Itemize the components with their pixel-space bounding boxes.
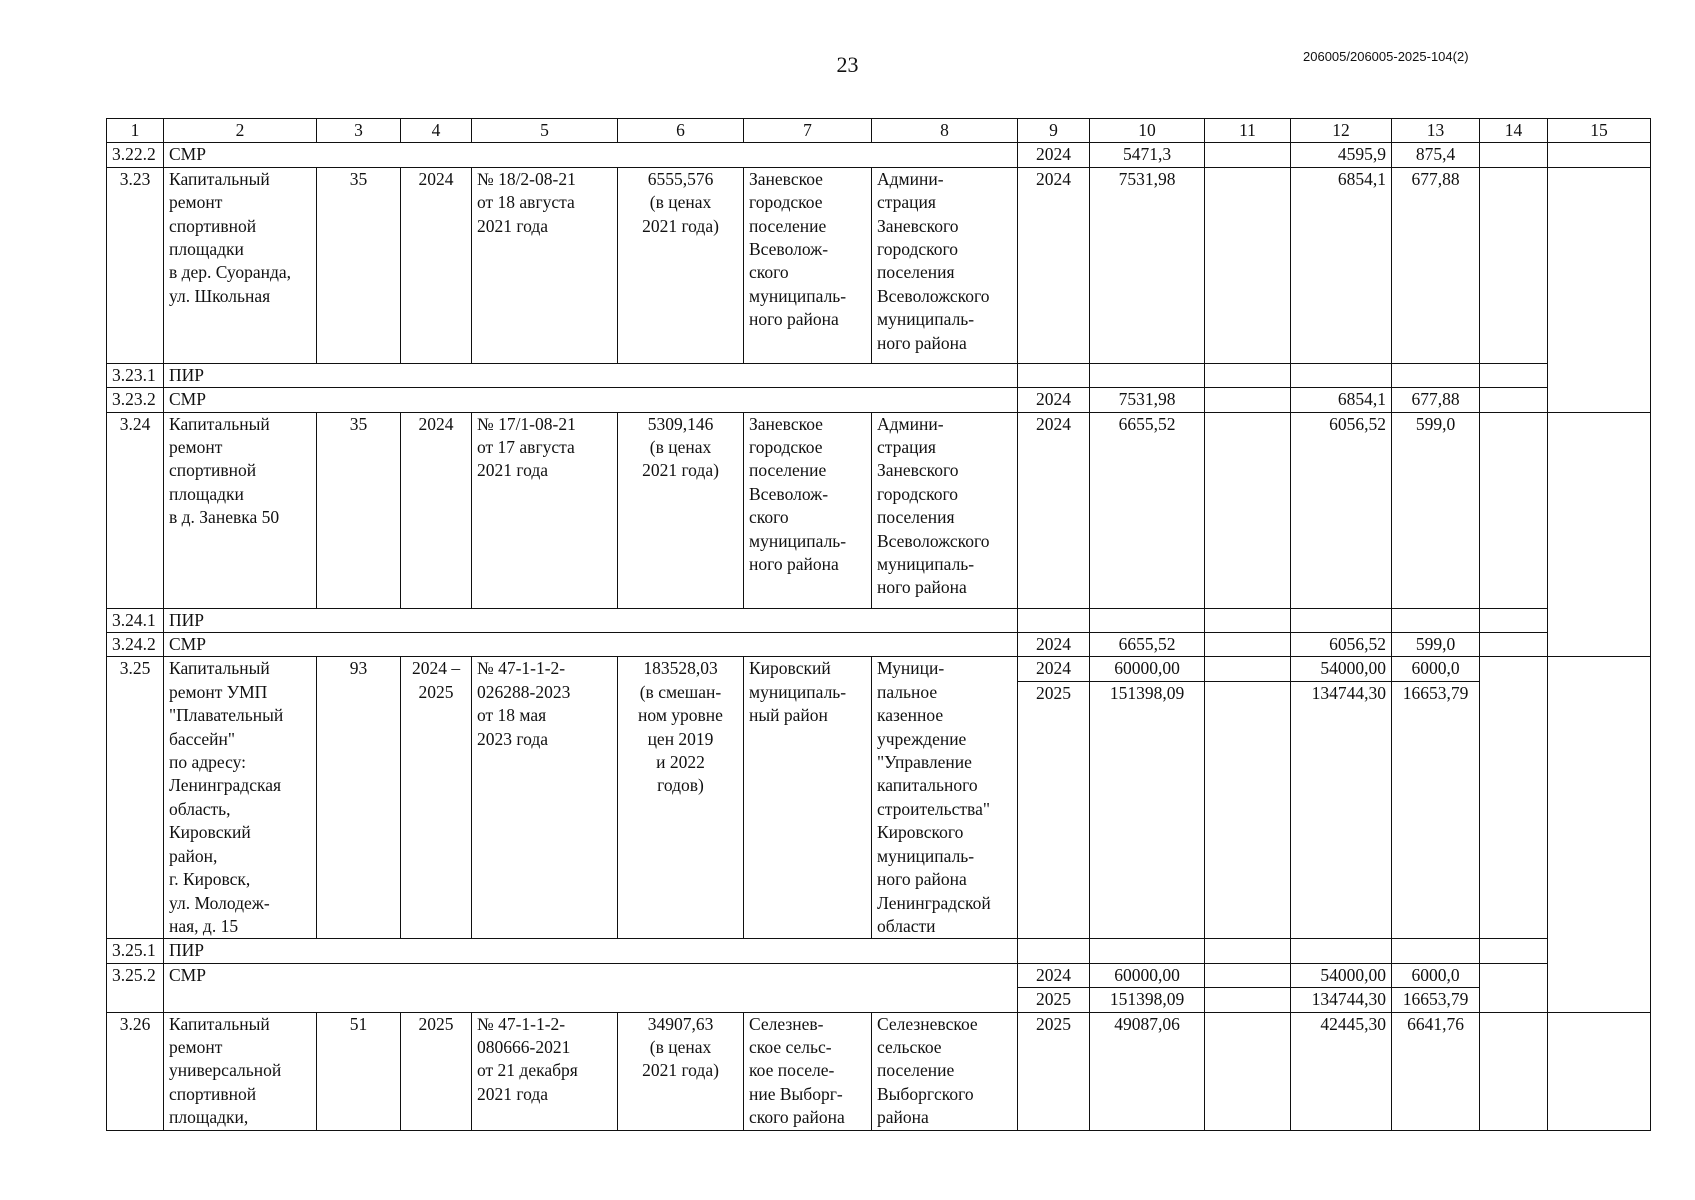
year-cell [1018,363,1090,387]
row-code: 3.25 [107,657,164,939]
row-label: СМР [164,388,1018,412]
expertise-cell: № 47-1-1-2- 080666-2021 от 21 декабря 2021 года [477,1013,578,1104]
municipality-cell: Заневское городское поселение Всеволож- ского муниципаль- ного района [749,413,847,575]
row-code: 3.25.2 [107,963,164,1012]
amount-col14 [1480,1012,1548,1130]
customer-cell: Админи- страция Заневского городского поселения Всеволожского муниципаль- ного района [877,413,990,598]
row-code: 3.26 [107,1012,164,1130]
amount-col11 [1205,608,1291,632]
amount-total: 5471,3 [1090,143,1205,167]
table-row-3-23-2 [107,388,1651,412]
amount-total: 7531,98 [1090,167,1205,363]
row-code: 3.22.2 [107,143,164,167]
period-cell: 2024 – 2025 [411,658,461,702]
amount-col12 [1291,363,1392,387]
expertise-cell: № 17/1-08-21 от 17 августа 2021 года [477,413,576,481]
amount-col15 [1548,167,1651,412]
amount-col14 [1480,363,1548,387]
year-cell: 2024 [1018,167,1090,363]
amount-col12 [1291,939,1392,963]
table-row-3-25-2 [107,963,1651,987]
row-label: ПИР [164,363,1018,387]
column-header: 12 [1291,119,1392,143]
amount-total [1090,608,1205,632]
table-row-3-24-2 [107,633,1651,657]
amount-col11 [1205,939,1291,963]
amount-col15 [1548,1012,1651,1130]
period-cell: 2024 [401,167,472,363]
customer-cell: Админи- страция Заневского городского поселения Всеволожского муниципаль- ного района [877,168,990,353]
year-cell: 2024 [1018,412,1090,608]
object-name: Капитальный ремонт спортивной площадки в дер. Суоранда, ул. Школьная [169,168,292,306]
amount-total: 7531,98 [1090,388,1205,412]
amount-col13: 6000,0 [1392,963,1480,987]
amount-total: 6655,52 [1090,412,1205,608]
row-code: 3.24 [107,412,164,608]
row-code: 3.23 [107,167,164,363]
amount-col14 [1480,167,1548,363]
column-header: 6 [618,119,744,143]
column-header: 2 [164,119,317,143]
table-row-3-25 [107,657,1651,682]
row-code: 3.23.1 [107,363,164,387]
program-table [106,118,1651,1131]
amount-col11 [1205,657,1291,682]
table-row-3-24-1 [107,608,1651,632]
amount-col13: 599,0 [1392,633,1480,657]
year-cell: 2024 [1018,143,1090,167]
column-header: 7 [744,119,872,143]
expertise-cell: № 18/2-08-21 от 18 августа 2021 года [477,168,576,236]
amount-col11 [1205,167,1291,363]
amount-col12: 134744,30 [1291,681,1392,938]
amount-col13: 599,0 [1392,412,1480,608]
amount-col13: 16653,79 [1392,988,1480,1012]
table-row-3-26 [107,1012,1651,1130]
year-cell: 2024 [1018,633,1090,657]
capacity-cell: 51 [317,1012,401,1130]
estimated-cost-cell: 6555,576 (в ценах 2021 года) [642,168,719,236]
column-header: 11 [1205,119,1291,143]
amount-col13 [1392,608,1480,632]
object-name: Капитальный ремонт УМП "Плавательный бассейн" по адресу: Ленинградская область, Кировский район, г. Кировск, ул. Молодеж- ная, д. 15 [169,658,284,936]
row-code: 3.24.2 [107,633,164,657]
year-cell: 2025 [1018,988,1090,1012]
amount-col14 [1480,963,1548,1012]
amount-col13: 677,88 [1392,167,1480,363]
capacity-cell: 35 [317,167,401,363]
municipality-cell: Заневское городское поселение Всеволож- ского муниципаль- ного района [749,168,847,330]
amount-col11 [1205,143,1291,167]
amount-col14 [1480,412,1548,608]
row-code: 3.25.1 [107,939,164,963]
amount-total [1090,939,1205,963]
column-header: 1 [107,119,164,143]
amount-total: 6655,52 [1090,633,1205,657]
expertise-cell: № 47-1-1-2- 026288-2023 от 18 мая 2023 года [477,658,571,749]
amount-col12: 42445,30 [1291,1012,1392,1130]
table-row-3-25-1 [107,939,1651,963]
table-row-3-23 [107,167,1651,363]
amount-total: 151398,09 [1090,681,1205,938]
amount-col14 [1480,388,1548,412]
estimated-cost-cell: 183528,03 (в смешан- ном уровне цен 2019 и 2022 годов) [638,658,723,796]
amount-col12 [1291,608,1392,632]
amount-total: 60000,00 [1090,963,1205,987]
amount-col11 [1205,963,1291,987]
row-code: 3.23.2 [107,388,164,412]
year-cell: 2025 [1018,681,1090,938]
column-header: 3 [317,119,401,143]
amount-col12: 6854,1 [1291,388,1392,412]
amount-col13: 677,88 [1392,388,1480,412]
amount-col11 [1205,988,1291,1012]
page-number: 23 [836,52,859,77]
amount-col11 [1205,633,1291,657]
column-header: 14 [1480,119,1548,143]
amount-col11 [1205,1012,1291,1130]
amount-col12: 54000,00 [1291,657,1392,682]
amount-col13: 16653,79 [1392,681,1480,938]
row-label: СМР [164,633,1018,657]
year-cell: 2024 [1018,963,1090,987]
amount-col13: 6000,0 [1392,657,1480,682]
year-cell: 2024 [1018,657,1090,682]
column-header: 9 [1018,119,1090,143]
column-header-row [107,119,1651,143]
municipality-cell: Кировский муниципаль- ный район [749,658,847,726]
amount-col12: 4595,9 [1291,143,1392,167]
table-row-3-24 [107,412,1651,608]
row-label: СМР [164,143,1018,167]
amount-col14 [1480,608,1548,632]
period-cell: 2025 [401,1012,472,1130]
column-header: 10 [1090,119,1205,143]
table-row-3-23-1 [107,363,1651,387]
amount-col14 [1480,633,1548,657]
row-code: 3.24.1 [107,608,164,632]
amount-col13 [1392,939,1480,963]
amount-col15 [1548,143,1651,167]
document-id: 206005/206005-2025-104(2) [1303,49,1469,64]
amount-col12: 6056,52 [1291,633,1392,657]
amount-col12: 6056,52 [1291,412,1392,608]
amount-col12: 134744,30 [1291,988,1392,1012]
amount-total [1090,363,1205,387]
estimated-cost-cell: 34907,63 (в ценах 2021 года) [642,1013,719,1081]
amount-col11 [1205,681,1291,938]
amount-total: 151398,09 [1090,988,1205,1012]
row-label: ПИР [164,608,1018,632]
amount-col15 [1548,657,1651,1012]
amount-col14 [1480,939,1548,963]
column-header: 4 [401,119,472,143]
table-row-3-22-2 [107,143,1651,167]
amount-col15 [1548,412,1651,657]
object-name: Капитальный ремонт спортивной площадки в д. Заневка 50 [169,413,280,528]
amount-col13: 875,4 [1392,143,1480,167]
municipality-cell: Селезнев- ское сельс- кое поселе- ние Выборг- ского района [749,1013,845,1128]
capacity-cell: 35 [317,412,401,608]
amount-col12: 6854,1 [1291,167,1392,363]
customer-cell: Селезневское сельское поселение Выборгского района [877,1013,978,1128]
object-name: Капитальный ремонт универсальной спортивной площадки, [169,1013,282,1128]
year-cell [1018,939,1090,963]
amount-col13: 6641,76 [1392,1012,1480,1130]
column-header: 8 [872,119,1018,143]
column-header: 15 [1548,119,1651,143]
amount-col13 [1392,363,1480,387]
amount-col11 [1205,388,1291,412]
amount-col14 [1480,143,1548,167]
column-header: 5 [472,119,618,143]
amount-col14 [1480,657,1548,939]
period-cell: 2024 [401,412,472,608]
column-header: 13 [1392,119,1480,143]
amount-col11 [1205,363,1291,387]
estimated-cost-cell: 5309,146 (в ценах 2021 года) [642,413,719,481]
amount-col12: 54000,00 [1291,963,1392,987]
row-label: ПИР [164,939,1018,963]
amount-col11 [1205,412,1291,608]
year-cell: 2024 [1018,388,1090,412]
customer-cell: Муници- пальное казенное учреждение "Управление капитального строительства" Кировского муниципаль- ного района Ленинградской области [877,658,991,936]
capacity-cell: 93 [317,657,401,939]
year-cell [1018,608,1090,632]
row-label: СМР [164,963,1018,1012]
amount-total: 49087,06 [1090,1012,1205,1130]
amount-total: 60000,00 [1090,657,1205,682]
year-cell: 2025 [1018,1012,1090,1130]
